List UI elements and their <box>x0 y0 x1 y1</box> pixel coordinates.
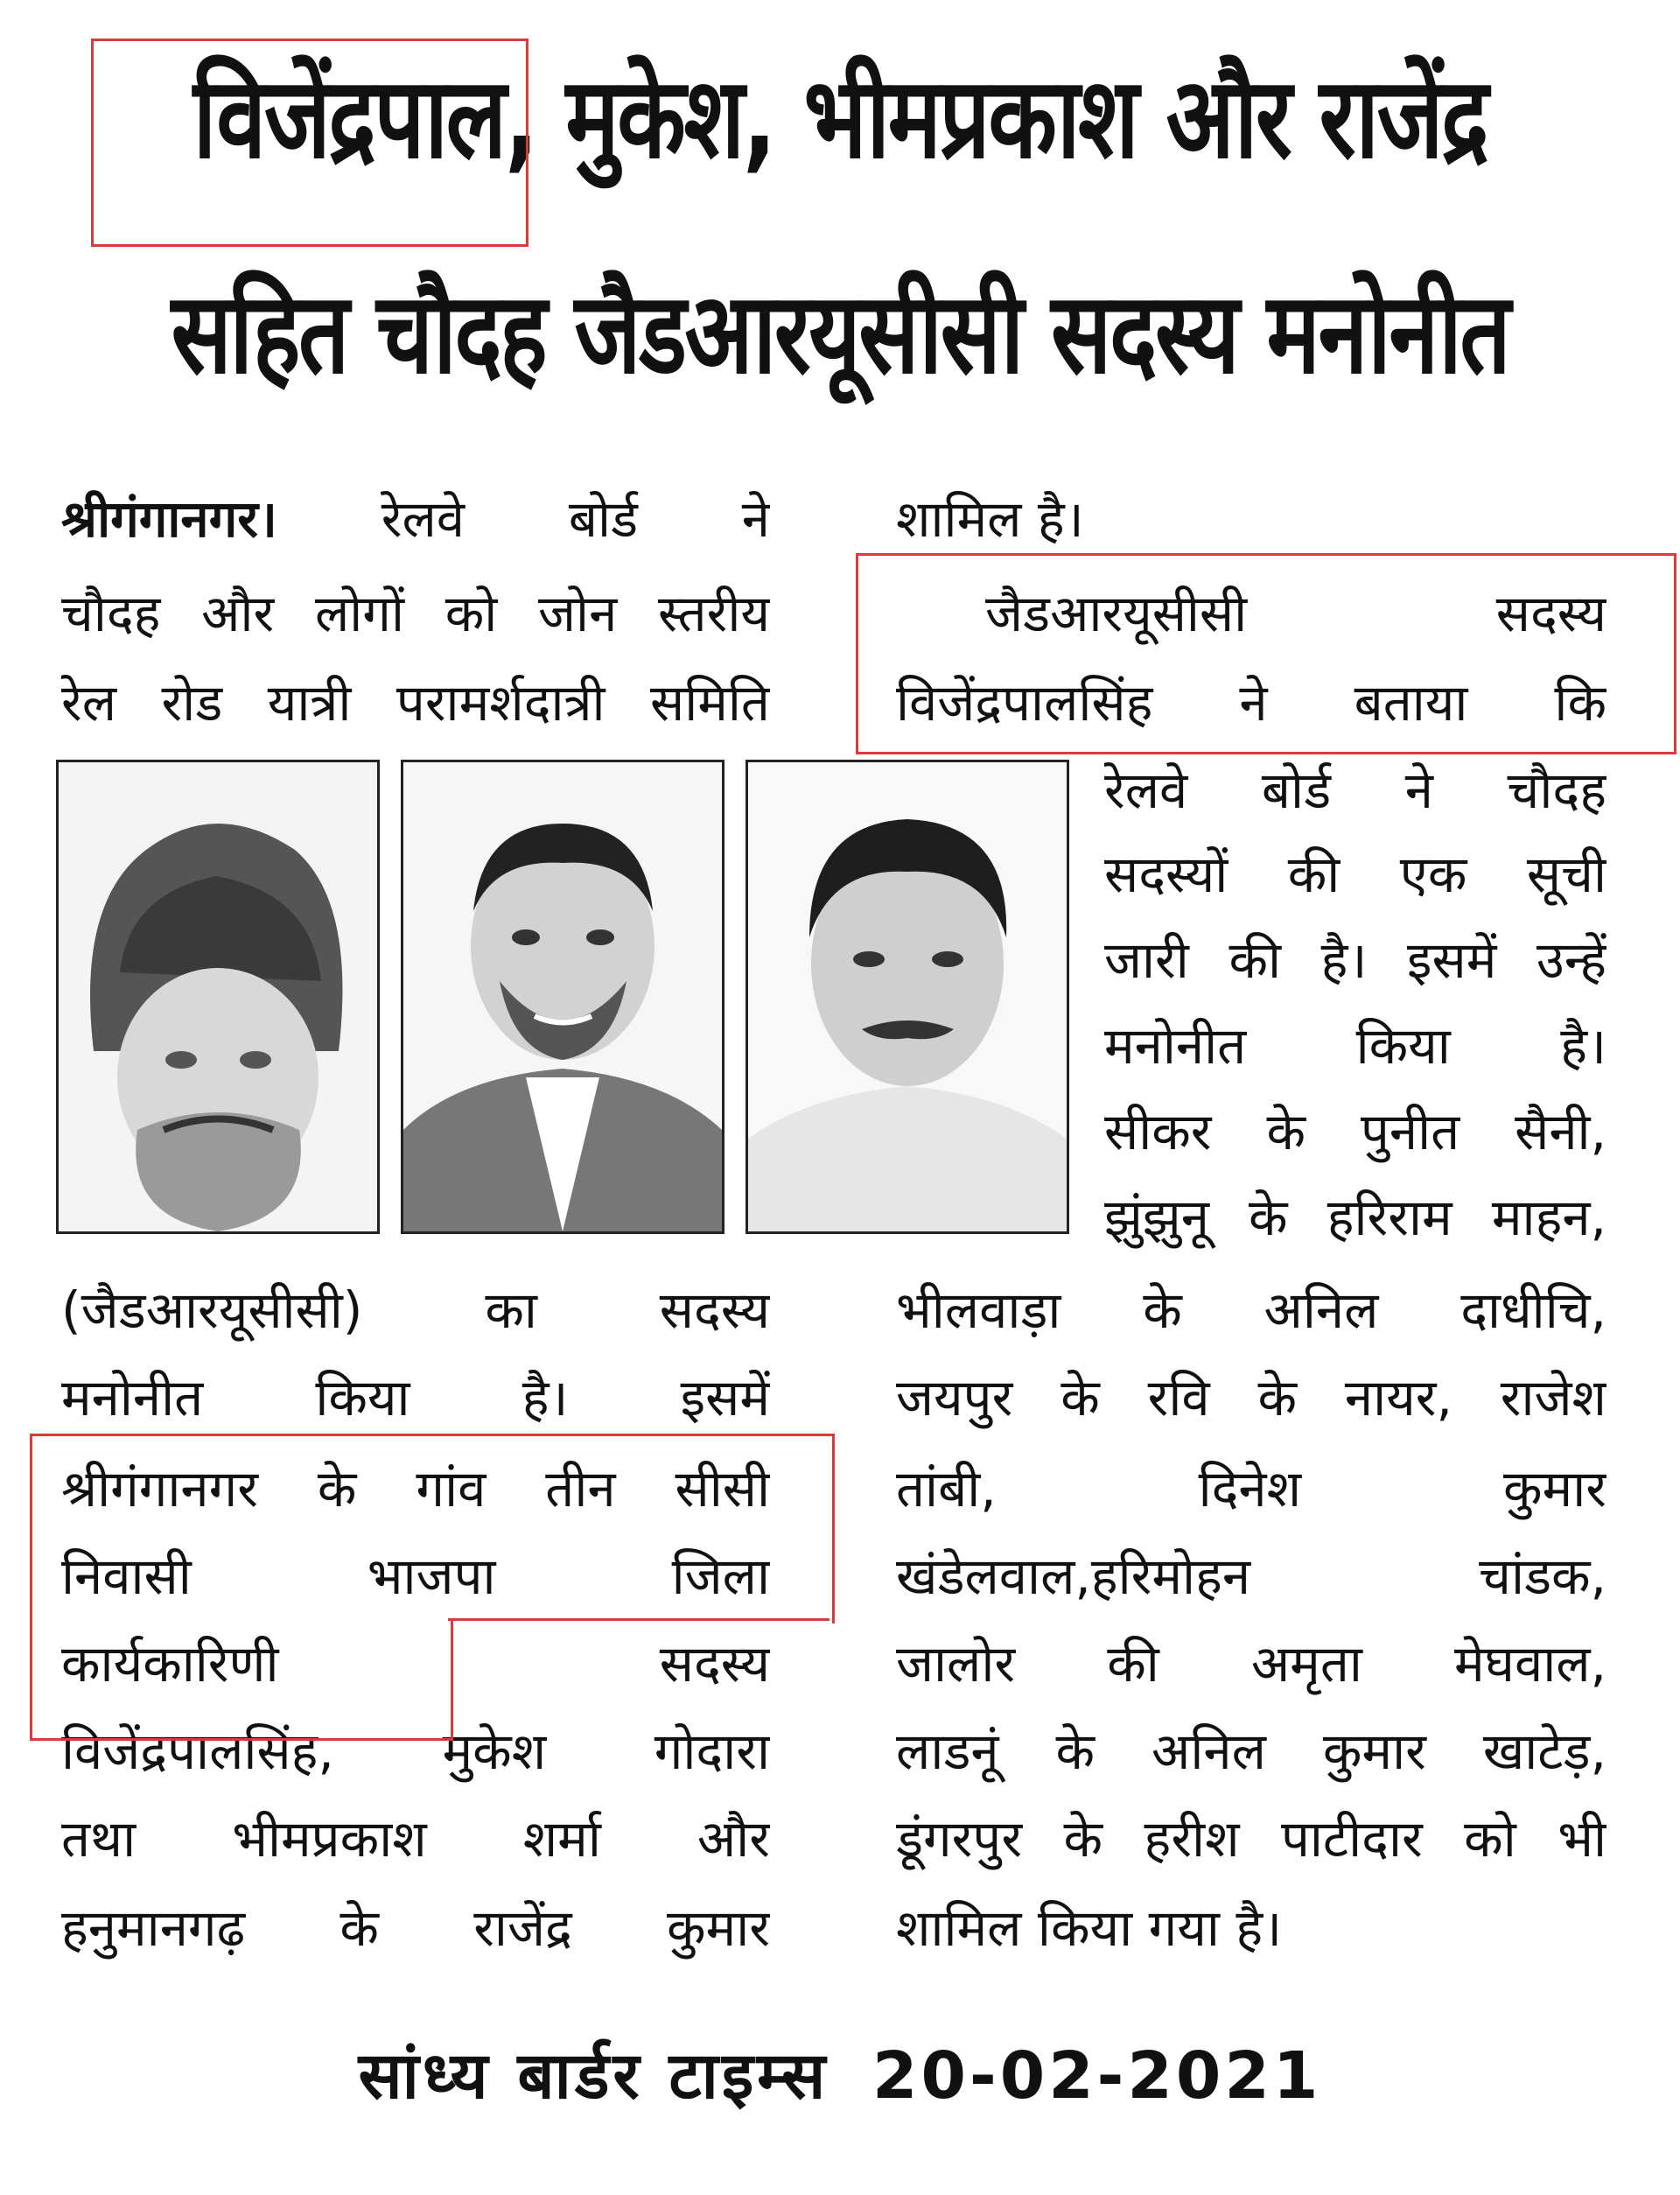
article-line: सीकर के पुनीत सैनी, <box>1104 1102 1606 1161</box>
headline-line-2: सहित चौदह जैडआरयूसीसी सदस्य मनोनीत <box>171 269 1509 399</box>
photo-man-suit <box>401 760 724 1234</box>
article-line: भीलवाड़ा के अनिल दाधीचि, <box>896 1280 1606 1340</box>
member-highlight-box <box>30 1434 835 1623</box>
article-line: सदस्यों की एक सूची <box>1104 845 1606 904</box>
article-line: शामिल किया गया है। <box>896 1898 1283 1958</box>
article-line: झुंझुनू के हरिराम माहन, <box>1104 1188 1606 1247</box>
article-line: जारी की है। इसमें उन्हें <box>1104 930 1606 990</box>
article-line: चौदह और लोगों को जोन स्तरीय <box>61 584 770 643</box>
article-line: तथा भीमप्रकाश शर्मा और <box>61 1809 770 1869</box>
article-line: मनोनीत किया है। इसमें <box>61 1368 770 1427</box>
article-line: जयपुर के रवि के नायर, राजेश <box>896 1368 1606 1427</box>
article-text: रेलवे बोर्ड ने <box>381 489 770 549</box>
article-line: निवासी भाजपा जिला <box>61 1546 770 1606</box>
member-highlight-box-step <box>448 1618 830 1621</box>
headline-highlight-box <box>91 39 528 247</box>
article-line: हनुमानगढ़ के राजेंद्र कुमार <box>61 1898 770 1958</box>
article-line: शामिल है। <box>896 489 1084 549</box>
dateline: श्रीगंगानगर। <box>61 489 277 549</box>
article-line: मनोनीत किया है। <box>1104 1016 1606 1076</box>
article-line: खंडेलवाल,हरिमोहन चांडक, <box>896 1546 1606 1606</box>
article-line: (जैडआरयूसीसी) का सदस्य <box>61 1280 770 1340</box>
article-line: विजेंद्रपालसिंह ने बताया कि <box>896 673 1606 733</box>
footer <box>0 2029 1680 2117</box>
member-highlight-box-lower <box>30 1621 453 1741</box>
article-line: जालोर की अमृता मेघवाल, <box>896 1634 1606 1694</box>
headline-line-1: विजेंद्रपाल, मुकेश, भीमप्रकाश और राजेंद्र <box>192 53 1488 184</box>
article-line: लाडनूं के अनिल कुमार खाटेड़, <box>896 1722 1606 1781</box>
article-line: विजेंद्रपालसिंह, मुकेश गोदारा <box>61 1722 770 1781</box>
article-line: रेलवे बोर्ड ने चौदह <box>1104 761 1606 820</box>
photo-man-mustache <box>746 760 1069 1234</box>
article-line: जैडआरयूसीसी सदस्य <box>985 584 1606 643</box>
article-line: तांबी, दिनेश कुमार <box>896 1459 1606 1518</box>
publication-date: 20-02-2021 <box>872 2038 1322 2114</box>
photo-turban-man <box>56 760 380 1234</box>
newspaper-name: सांध्य बार्डर टाइम्स <box>358 2038 830 2114</box>
article-line: रेल रोड यात्री परामर्शदात्री समिति <box>61 673 770 733</box>
article-line: श्रीगंगानगर के गांव तीन सीसी <box>61 1459 770 1518</box>
quote-highlight-box <box>856 553 1676 754</box>
article-line: कार्यकारिणी सदस्य <box>61 1634 770 1694</box>
dateline-line <box>61 487 770 551</box>
article-line: डूंगरपुर के हरीश पाटीदार को भी <box>896 1809 1606 1869</box>
